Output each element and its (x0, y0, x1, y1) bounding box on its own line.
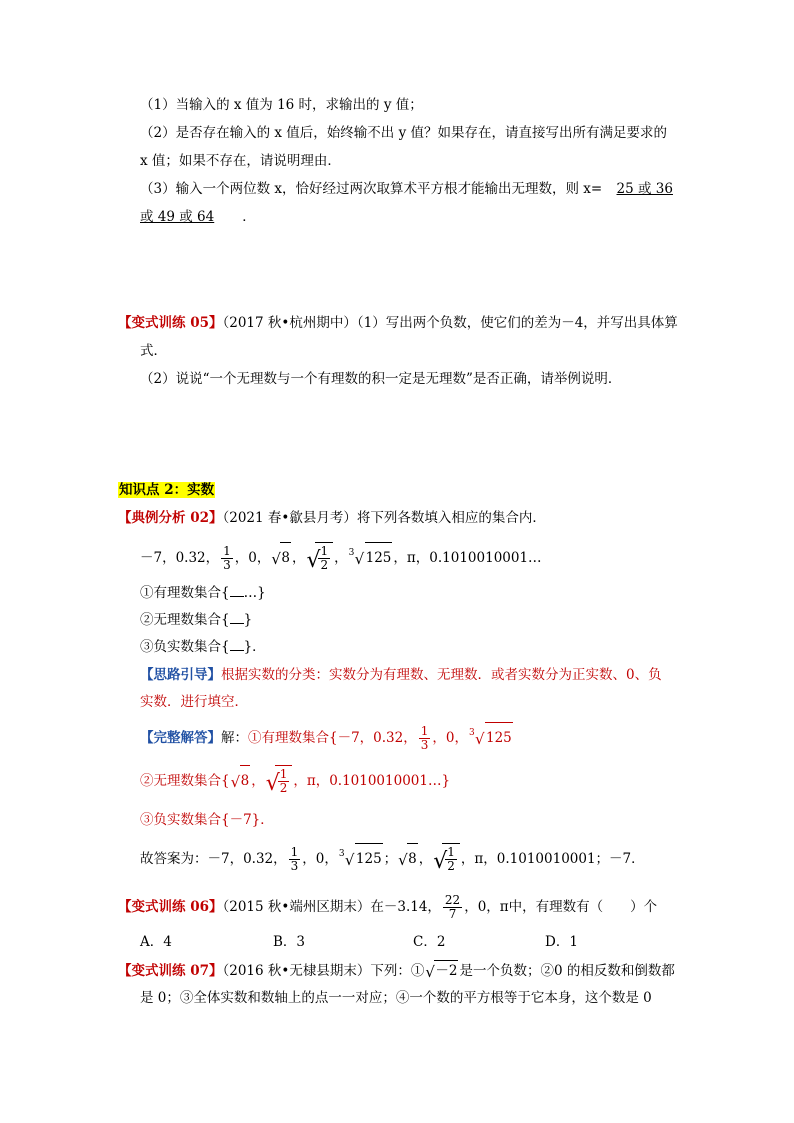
option-b: B．3 (273, 934, 306, 950)
fraction-one-third: $\frac{1}{3}$ (223, 544, 231, 572)
ex02-tag: 【典例分析 02】 (118, 510, 223, 526)
final-answer: 故答案为：－7，0.32， $\frac{1}{3}$ ，0， 3 √ 125 ； √ 8 ， √ $\frac{1}{2}$ ，π，0.1010010001；－7． (140, 845, 645, 874)
number-list-part-5: ，π，0.1010010001… (393, 550, 542, 566)
answer-line-2: ②无理数集合{ √ 8 ， √ $\frac{1}{2}$ ，π，0.1010010001…} (140, 767, 451, 796)
set-irrational: ②无理数集合{ } (140, 612, 253, 628)
ex02-intro: （2021 春•歙县月考）将下列各数填入相应的集合内． (222, 510, 546, 526)
ex06-line (118, 892, 657, 922)
sqrt-8: √ 8 (271, 542, 291, 573)
question-2-line-2: x 值；如果不存在，请说明理由． (140, 153, 341, 169)
answer-set-rational: ①有理数集合{－7，0.32， $\frac{1}{3}$ ，0， 3 √ 125 (248, 724, 512, 752)
hint-text-1: 根据实数的分类：实数分为有理数、无理数．或者实数分为正实数、0、负 (221, 667, 662, 683)
ex02-number-list (140, 542, 542, 573)
ex06-suffix: ，0，π中，有理数有（ ）个 (464, 899, 658, 915)
set-negative-real: ③负实数集合{ }． (140, 639, 266, 655)
question-2-line-1: （2）是否存在输入的 x 值后，始终输不出 y 值？如果存在，请直接写出所有满足要求的 (140, 125, 667, 141)
option-a: A．4 (140, 934, 172, 950)
ex07-suffix: 是一个负数；②0 的相反数和倒数都 (459, 963, 675, 979)
ex05-tag: 【变式训练 05】 (118, 315, 223, 331)
ex02-intro-line (118, 508, 546, 528)
number-list-part-4: ， (334, 550, 348, 566)
answer-prefix: 解： (221, 730, 248, 746)
number-list-part-2: ，0， (234, 550, 271, 566)
ex05-line-3: （2）说说“一个无理数与一个有理数的积一定是无理数”是否正确，请举例说明． (140, 371, 622, 387)
ex07-prefix: （2016 秋•无棣县期末）下列：① (222, 963, 425, 979)
ex07-tag: 【变式训练 07】 (118, 963, 223, 979)
number-list-part-3: ， (291, 550, 306, 566)
ex05-line-1 (118, 313, 678, 333)
cube-root-125: 3 √ 125 (349, 542, 393, 573)
ex07-line-2: 是 0；③全体实数和数轴上的点一一对应；④一个数的平方根等于它本身，这个数是 0 (140, 990, 652, 1006)
answer-line-3: ③负实数集合{－7}． (140, 812, 274, 828)
ex07-line-1 (118, 960, 675, 981)
knowledge-point-label: 知识点 2：实数 (119, 482, 215, 498)
answer-tag: 【完整解答】 (140, 730, 221, 746)
hint-tag: 【思路引导】 (140, 667, 221, 683)
number-list-part-1: －7，0.32， (140, 550, 220, 566)
question-3-period: ． (242, 209, 256, 225)
option-c: C．2 (413, 934, 446, 950)
knowledge-point-title (118, 480, 215, 500)
question-3-line-1 (140, 179, 673, 199)
ex06-tag: 【变式训练 06】 (118, 899, 223, 915)
ex05-line-2: 式． (140, 343, 167, 359)
ex05-text-1: （2017 秋•杭州期中）（1）写出两个负数，使它们的差为－4，并写出具体算 (222, 315, 678, 331)
question-3-prompt: （3）输入一个两位数 x，恰好经过两次取算术平方根才能输出无理数，则 x= (140, 181, 603, 197)
fraction-22-7: $\frac{22}{7}$ (444, 893, 461, 921)
answer-line-1 (140, 722, 514, 753)
question-3-answer-part-1: 25 或 36 (616, 181, 673, 197)
set-rational: ①有理数集合{ …} (140, 585, 266, 601)
option-d: D．1 (545, 934, 578, 950)
ex06-prefix: （2015 秋•端州区期末）在－3.14， (222, 899, 441, 915)
hint-line-1 (140, 665, 662, 685)
question-3-answer-part-2: 或 49 或 64 (140, 209, 215, 225)
question-1: （1）当输入的 x 值为 16 时，求输出的 y 值； (140, 97, 423, 113)
sqrt-neg-2: √ －2 (425, 960, 458, 981)
hint-line-2: 实数．进行填空． (140, 694, 248, 710)
question-3-line-2 (140, 207, 256, 227)
sqrt-one-half: √ $\frac{1}{2}$ (306, 542, 333, 573)
